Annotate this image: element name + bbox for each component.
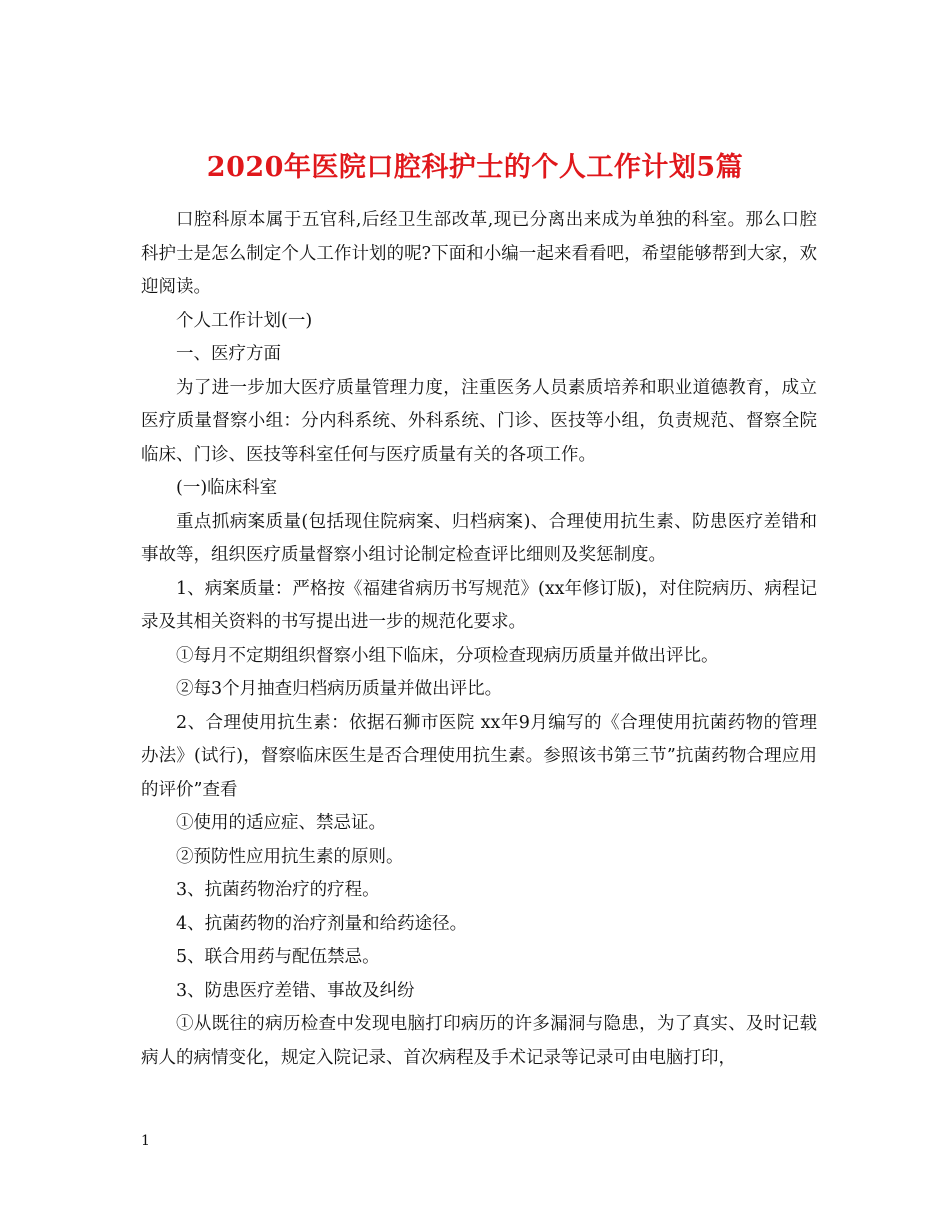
section-heading: 个人工作计划(一) — [176, 310, 313, 331]
section-heading: 3、防患医疗差错、事故及纠纷 — [176, 980, 415, 1001]
list-item: 5、联合用药与配伍禁忌。 — [176, 947, 380, 967]
paragraph: 为了进一步加大医疗质量管理力度，注重医务人员素质培养和职业道德教育，成立医疗质量督察小组：分内科系统、外科系统、门诊、医技等小组，负责规范、督察全院临床、门诊、医技等科室任何与医疗质量有关的各项工作。 — [141, 377, 817, 465]
paragraph: 2、合理使用抗生素：依据石狮市医院 xx年9月编写的《合理使用抗菌药物的管理办法》(试行)，督察临床医生是否合理使用抗生素。参照该书第三节”抗菌药物合理应用的评价”查看 — [141, 712, 817, 800]
paragraph: ①从既往的病历检查中发现电脑打印病历的许多漏洞与隐患，为了真实、及时记载病人的病情变化，规定入院记录、首次病程及手术记录等记录可由电脑打印， — [141, 1014, 817, 1068]
list-item: ①使用的适应症、禁忌证。 — [176, 813, 386, 833]
document-title: 2020年医院口腔科护士的个人工作计划5篇 — [206, 152, 744, 184]
list-item: 4、抗菌药物的治疗剂量和给药途径。 — [176, 913, 468, 934]
list-item: ②预防性应用抗生素的原则。 — [176, 846, 404, 867]
paragraph: 口腔科原本属于五官科,后经卫生部改革,现已分离出来成为单独的科室。那么口腔科护士是怎么制定个人工作计划的呢?下面和小编一起来看看吧，希望能够帮到大家，欢迎阅读。 — [141, 210, 817, 297]
section-heading: 一、医疗方面 — [176, 344, 281, 364]
section-heading: (一)临床科室 — [176, 478, 278, 498]
paragraph: 重点抓病案质量(包括现住院病案、归档病案)、合理使用抗生素、防患医疗差错和事故等，组织医疗质量督察小组讨论制定检查评比细则及奖惩制度。 — [141, 511, 817, 565]
document-body — [141, 204, 817, 1075]
list-item: ①每月不定期组织督察小组下临床，分项检查现病历质量并做出评比。 — [176, 645, 719, 666]
page-number: 1 — [141, 1133, 150, 1149]
paragraph: 1、病案质量：严格按《福建省病历书写规范》(xx年修订版)，对住院病历、病程记录及其相关资料的书写提出进一步的规范化要求。 — [141, 578, 817, 632]
list-item: 3、抗菌药物治疗的疗程。 — [176, 880, 380, 900]
list-item: ②每3个月抽查归档病历质量并做出评比。 — [176, 679, 503, 699]
